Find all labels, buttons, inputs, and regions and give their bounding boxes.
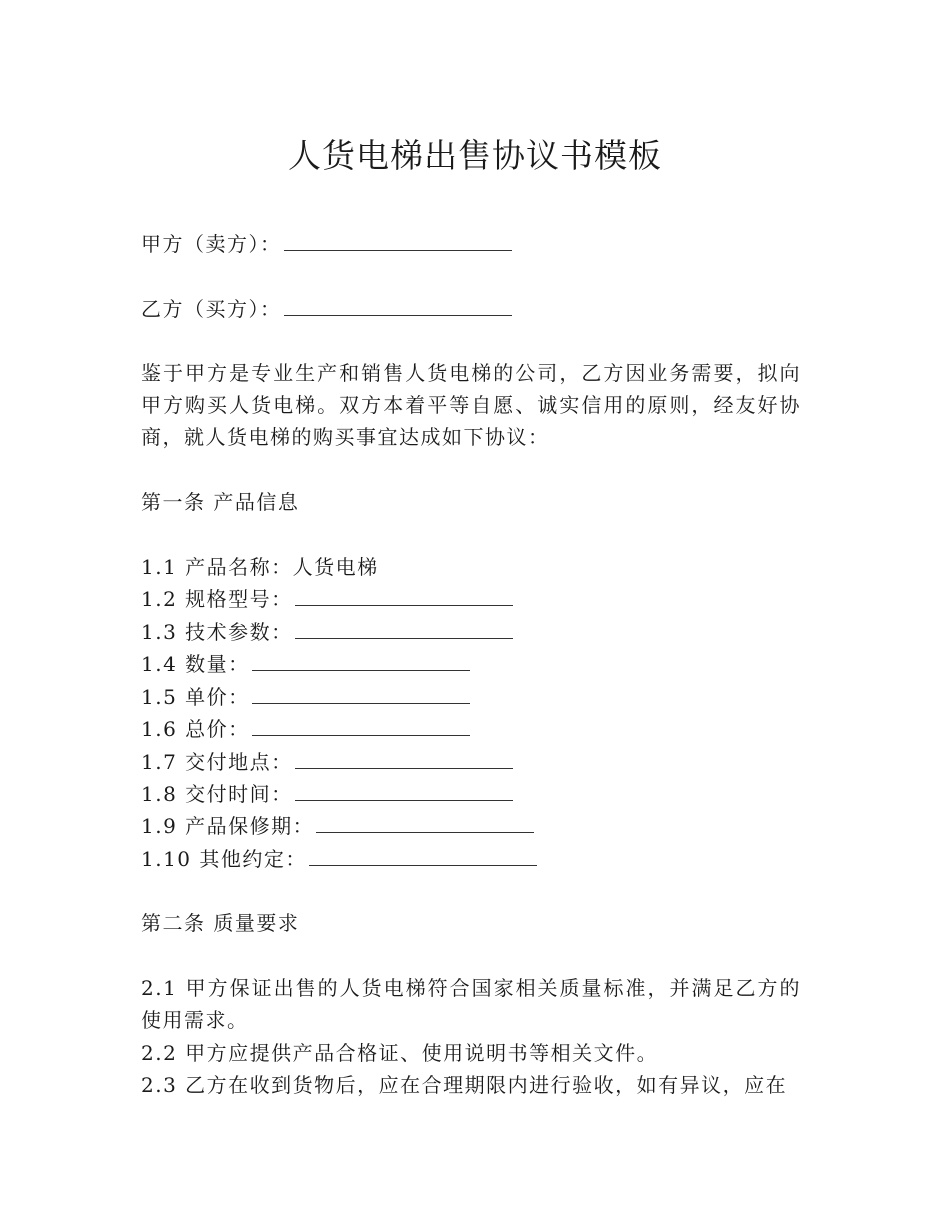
- article2-item: 2.2 甲方应提供产品合格证、使用说明书等相关文件。: [141, 1041, 659, 1065]
- item-blank: [295, 780, 513, 801]
- item-label: 1.4 数量：: [141, 652, 250, 676]
- document-title: 人货电梯出售协议书模板: [288, 136, 662, 175]
- article2-item: 2.3 乙方在收到货物后，应在合理期限内进行验收，如有异议，应在: [141, 1073, 788, 1097]
- article1-heading: 第一条 产品信息: [141, 490, 300, 514]
- party-a-line: [141, 228, 512, 260]
- item-label: 1.5 单价：: [141, 685, 250, 709]
- item-blank: [295, 585, 513, 606]
- article1-item: [141, 843, 537, 875]
- article1-item: [141, 746, 513, 778]
- party-a-blank: [284, 230, 512, 251]
- item-label: 1.2 规格型号：: [141, 587, 293, 611]
- article1-item: [141, 648, 470, 680]
- article2-heading: 第二条 质量要求: [141, 911, 300, 935]
- item-label: 1.3 技术参数：: [141, 620, 293, 644]
- item-blank: [252, 650, 470, 671]
- party-a-label: 甲方（卖方）：: [141, 232, 282, 256]
- preamble-paragraph: 鉴于甲方是专业生产和销售人货电梯的公司，乙方因业务需要，拟向甲方购买人货电梯。双方本着平等自愿、诚实信用的原则，经友好协商，就人货电梯的购买事宜达成如下协议：: [141, 361, 801, 449]
- article1-item: [141, 681, 470, 713]
- item-label: 1.7 交付地点：: [141, 750, 293, 774]
- item-blank: [309, 845, 537, 866]
- article1-item: 1.1 产品名称：人货电梯: [141, 555, 379, 579]
- item-blank: [316, 812, 534, 833]
- item-label: 1.10 其他约定：: [141, 847, 307, 871]
- party-b-blank: [284, 295, 512, 316]
- party-b-line: [141, 293, 512, 325]
- article1-item: [141, 810, 534, 842]
- article1-item: [141, 583, 513, 615]
- item-blank: [252, 683, 470, 704]
- article2-item: 2.1 甲方保证出售的人货电梯符合国家相关质量标准，并满足乙方的使用需求。: [141, 976, 801, 1032]
- item-label: 1.6 总价：: [141, 717, 250, 741]
- article1-item: [141, 778, 513, 810]
- party-b-label: 乙方（买方）：: [141, 297, 282, 321]
- article1-item: [141, 713, 470, 745]
- item-blank: [295, 748, 513, 769]
- item-label: 1.9 产品保修期：: [141, 814, 315, 838]
- item-blank: [295, 618, 513, 639]
- item-blank: [252, 715, 470, 736]
- article1-item: [141, 616, 513, 648]
- item-label: 1.8 交付时间：: [141, 782, 293, 806]
